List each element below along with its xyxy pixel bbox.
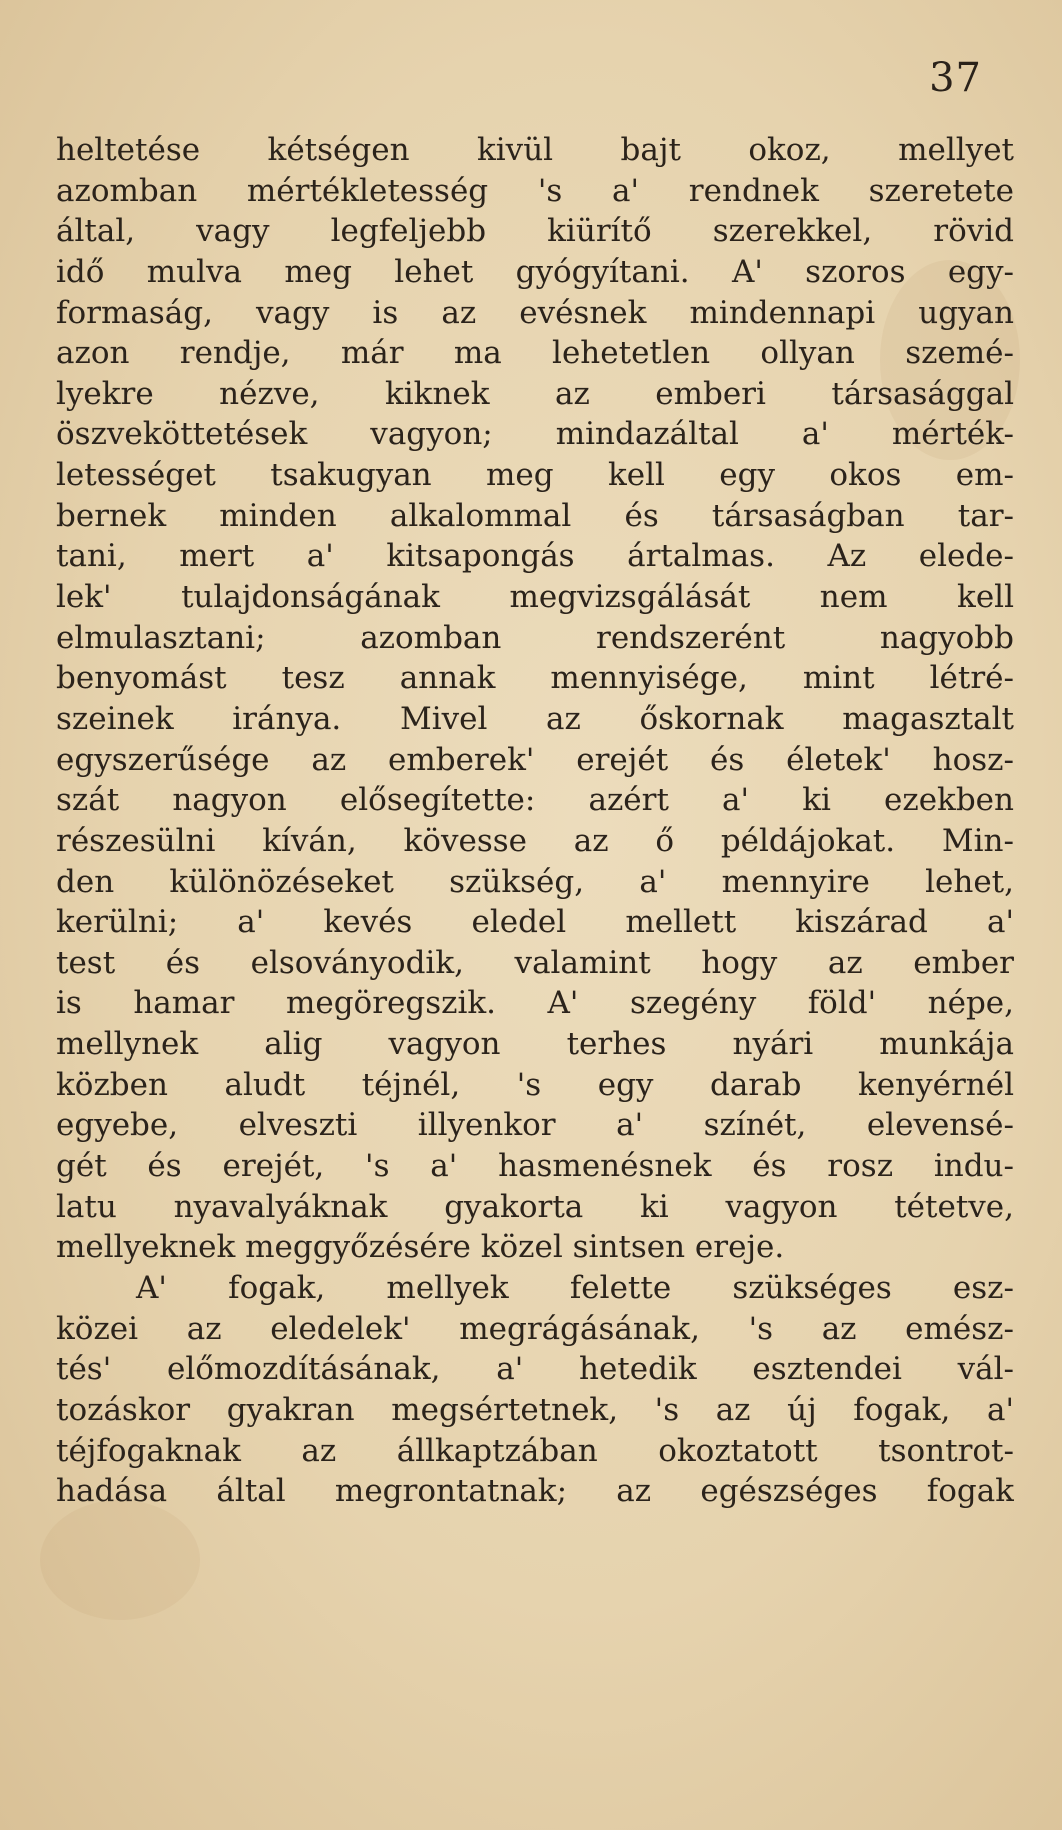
text-line: den különözéseket szükség, a' mennyire lehet,	[56, 863, 1014, 900]
text-line: formaság, vagy is az evésnek mindennapi ugyan	[56, 294, 1014, 331]
text-line: lyekre nézve, kiknek az emberi társasággal	[56, 375, 1014, 412]
text-line: heltetése kétségen kivül bajt okoz, mellyet	[56, 132, 1014, 168]
text-line: elmulasztani; azomban rendszerént nagyobb	[56, 619, 1014, 656]
text-line: lek' tulajdonságának megvizsgálását nem kell	[56, 579, 1014, 616]
text-line: tés' előmozdításának, a' hetedik esztendei vál-	[56, 1351, 1014, 1388]
text-line: egyszerűsége az emberek' erejét és életek' hosz-	[56, 741, 1014, 778]
text-line: tani, mert a' kitsapongás ártalmas. Az elede-	[56, 538, 1014, 575]
text-line: mellynek alig vagyon terhes nyári munkája	[56, 1026, 1014, 1063]
text-line: mellyeknek meggyőzésére közel sintsen ereje.	[56, 1229, 785, 1266]
text-line: tozáskor gyakran megsértetnek, 's az új fogak, a'	[56, 1391, 1014, 1428]
text-line: benyomást tesz annak mennyisége, mint létré-	[56, 660, 1014, 697]
paper-stain	[40, 1500, 200, 1620]
text-line: részesülni kíván, kövesse az ő példájokat. Min-	[56, 822, 1014, 859]
text-line: letességet tsakugyan meg kell egy okos em-	[56, 457, 1014, 494]
text-line: idő mulva meg lehet gyógyítani. A' szoros egy-	[56, 253, 1014, 290]
text-line: által, vagy legfeljebb kiürítő szerekkel, rövid	[56, 213, 1014, 250]
text-line: téjfogaknak az állkaptzában okoztatott tsontrot-	[56, 1432, 1014, 1469]
text-line: gét és erejét, 's a' hasmenésnek és rosz indu-	[56, 1148, 1014, 1185]
text-line: test és elsoványodik, valamint hogy az ember	[56, 944, 1014, 981]
body-text	[56, 130, 1014, 1512]
text-line: hadása által megrontatnak; az egészséges fogak	[56, 1473, 1014, 1510]
text-line: is hamar megöregszik. A' szegény föld' népe,	[56, 985, 1014, 1022]
text-line: azon rendje, már ma lehetetlen ollyan szemé-	[56, 335, 1014, 372]
text-line: közei az eledelek' megrágásának, 's az emész-	[56, 1310, 1014, 1347]
text-line: bernek minden alkalommal és társaságban tar-	[56, 497, 1014, 534]
text-line: egyebe, elveszti illyenkor a' színét, elevensé-	[56, 1107, 1014, 1144]
text-line: öszveköttetések vagyon; mindazáltal a' mérték-	[56, 416, 1014, 453]
text-line: közben aludt téjnél, 's egy darab kenyérnél	[56, 1066, 1014, 1103]
text-line: A' fogak, mellyek felette szükséges esz-	[136, 1269, 1014, 1306]
page-number: 37	[929, 55, 982, 101]
text-line: kerülni; a' kevés eledel mellett kiszárad a'	[56, 904, 1014, 941]
text-line: szeinek iránya. Mivel az őskornak magasztalt	[56, 700, 1014, 737]
text-line: azomban mértékletesség 's a' rendnek szeretete	[56, 172, 1014, 209]
text-line: latu nyavalyáknak gyakorta ki vagyon tétetve,	[56, 1188, 1014, 1225]
text-line: szát nagyon elősegítette: azért a' ki ezekben	[56, 782, 1014, 819]
